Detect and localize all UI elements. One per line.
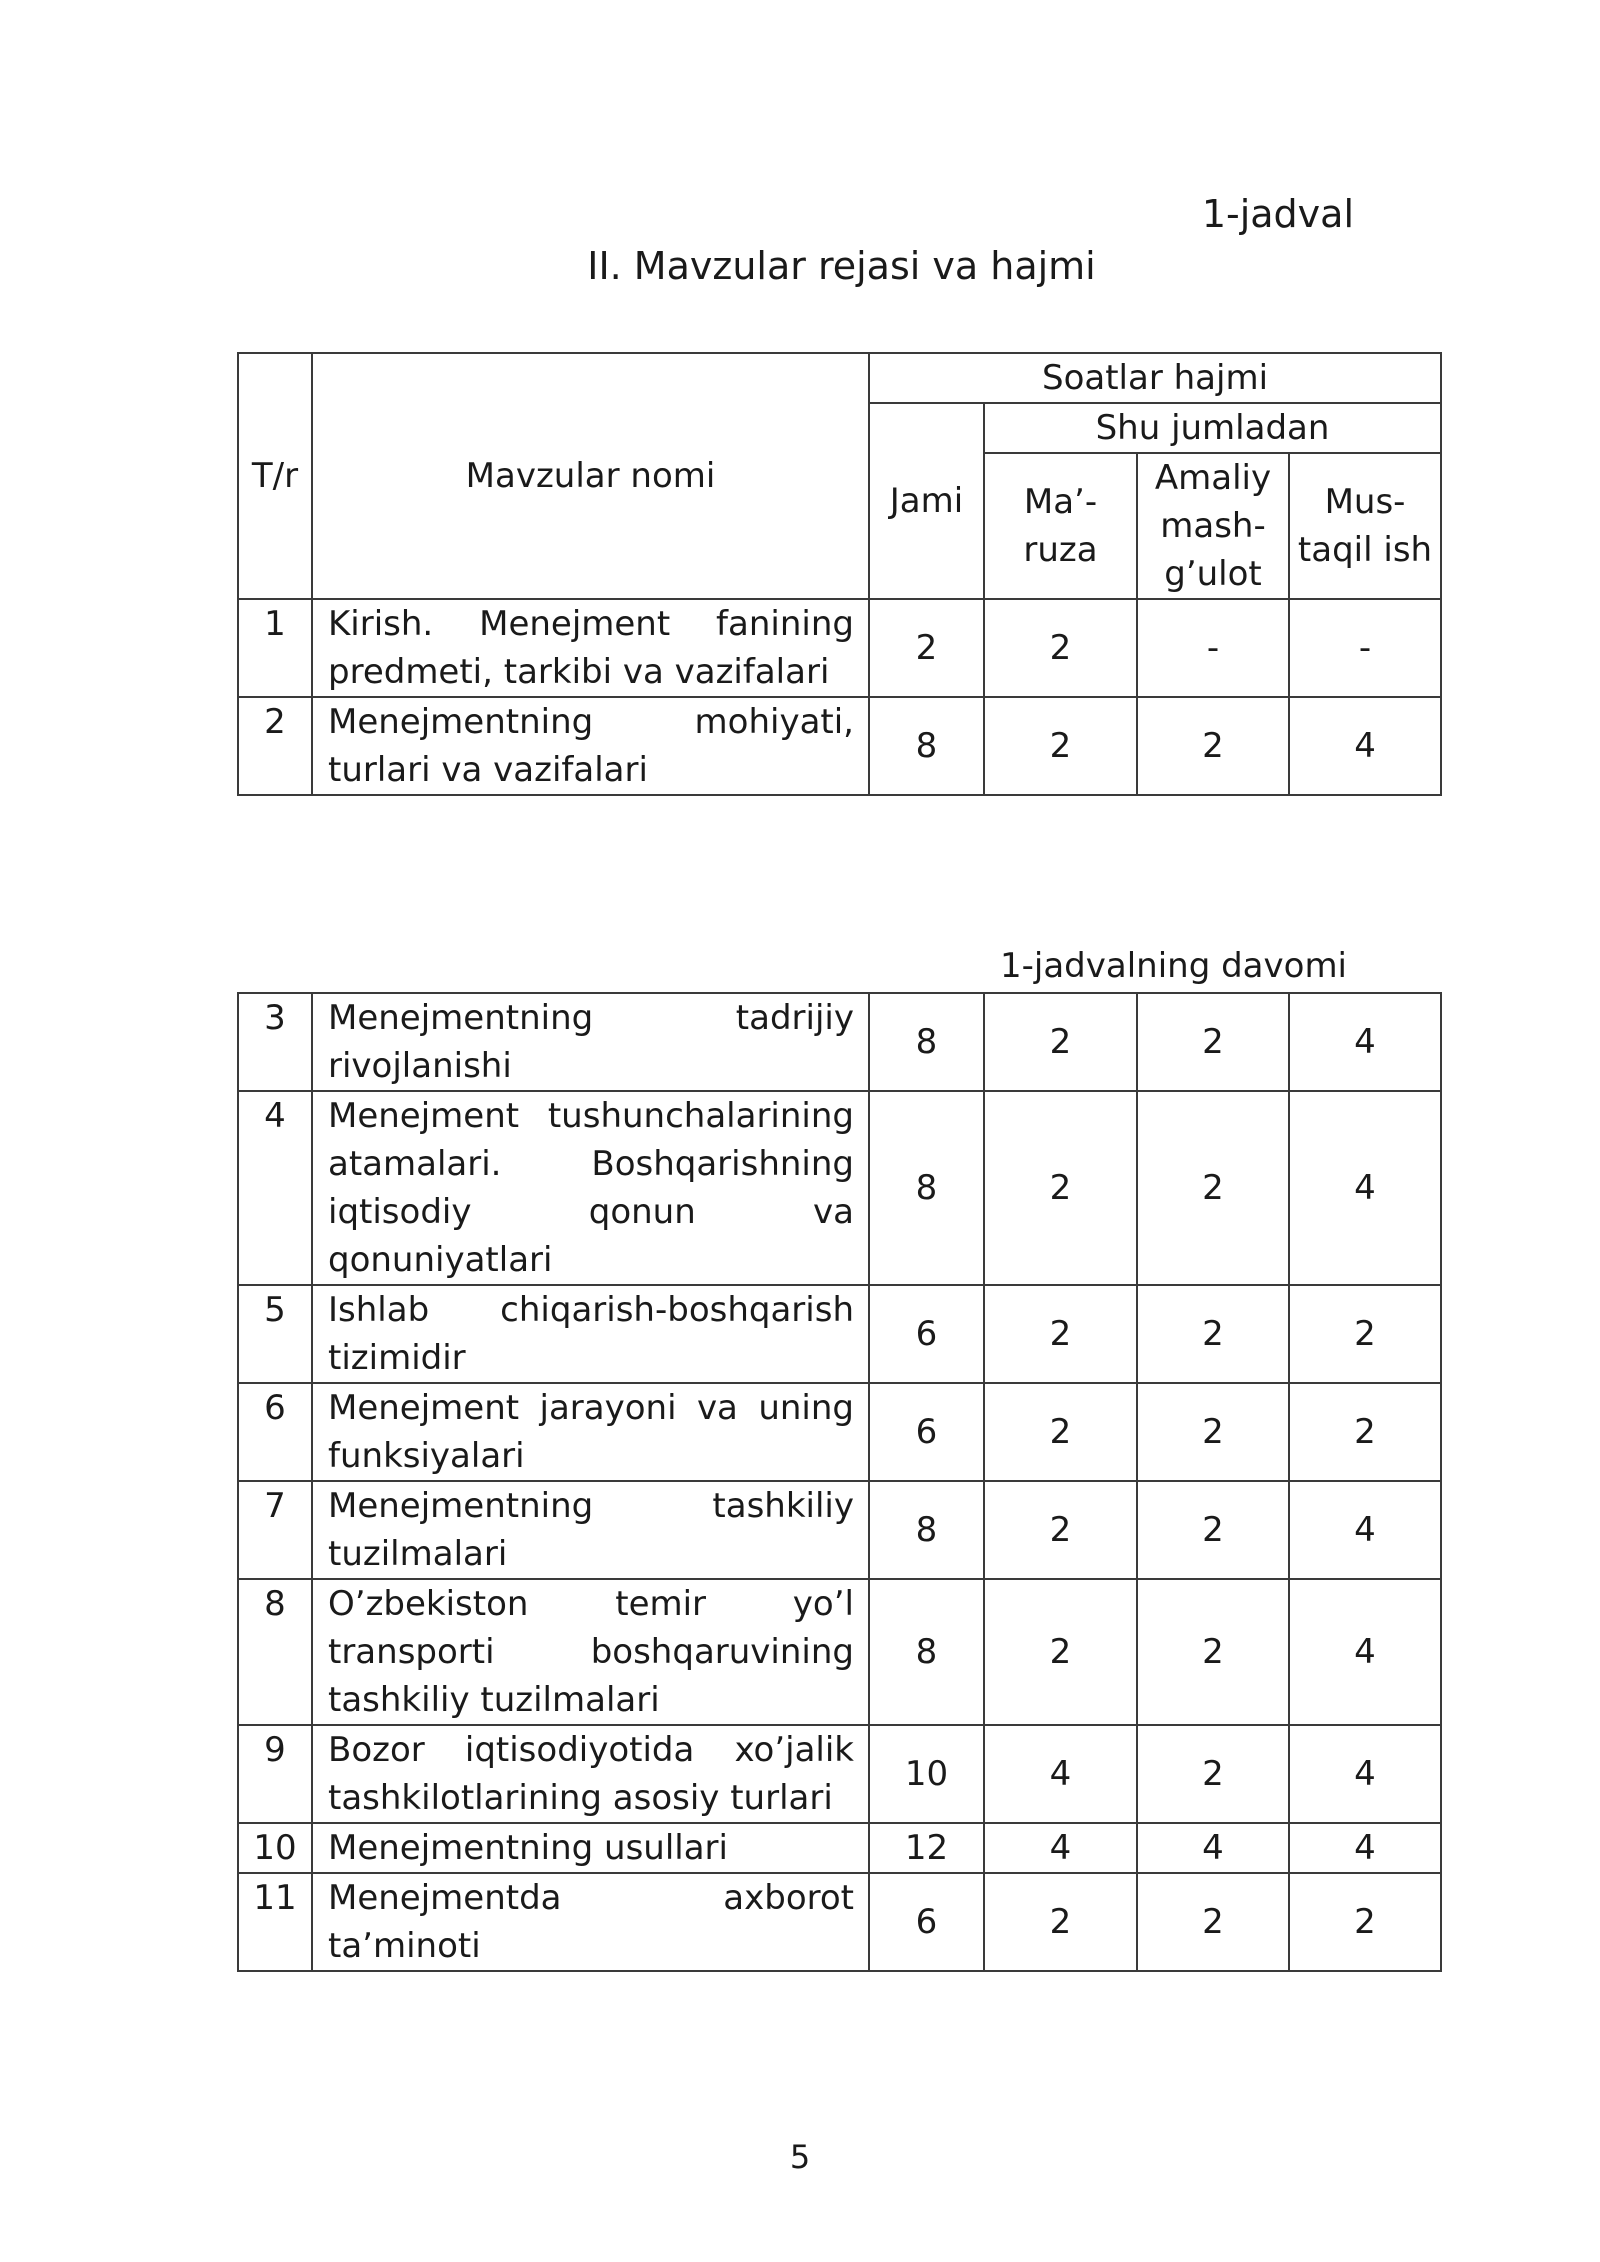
lecture-hours: 2 xyxy=(984,599,1137,697)
topic-name: O’zbekiston temir yo’l transporti boshqaruvining tashkiliy tuzilmalari xyxy=(312,1579,869,1725)
table-row xyxy=(238,1285,1441,1383)
independent-hours: 2 xyxy=(1289,1383,1441,1481)
total-hours: 6 xyxy=(869,1873,984,1971)
practical-hours: 2 xyxy=(1137,1481,1289,1579)
row-number: 4 xyxy=(238,1091,312,1285)
total-hours: 6 xyxy=(869,1383,984,1481)
table-body xyxy=(238,599,1441,795)
total-hours: 8 xyxy=(869,1481,984,1579)
header-including: Shu jumladan xyxy=(984,403,1441,453)
total-hours: 8 xyxy=(869,993,984,1091)
practical-hours: 4 xyxy=(1137,1823,1289,1873)
header-tr: T/r xyxy=(238,353,312,599)
independent-hours: - xyxy=(1289,599,1441,697)
header-hours-volume: Soatlar hajmi xyxy=(869,353,1441,403)
header-lecture: Ma’- ruza xyxy=(984,453,1137,599)
practical-hours: 2 xyxy=(1137,1725,1289,1823)
header-practical: Amaliy mash- g’ulot xyxy=(1137,453,1289,599)
total-hours: 12 xyxy=(869,1823,984,1873)
topic-name: Menejmentda axborot ta’minoti xyxy=(312,1873,869,1971)
table-row xyxy=(238,1725,1441,1823)
table-row xyxy=(238,1823,1441,1873)
row-number: 1 xyxy=(238,599,312,697)
table-row xyxy=(238,697,1441,795)
header-total: Jami xyxy=(869,403,984,599)
practical-hours: 2 xyxy=(1137,1383,1289,1481)
row-number: 11 xyxy=(238,1873,312,1971)
independent-hours: 4 xyxy=(1289,697,1441,795)
table-body xyxy=(238,993,1441,1971)
total-hours: 8 xyxy=(869,697,984,795)
topic-name: Menejmentning usullari xyxy=(312,1823,869,1873)
total-hours: 10 xyxy=(869,1725,984,1823)
lecture-hours: 4 xyxy=(984,1725,1137,1823)
independent-hours: 2 xyxy=(1289,1285,1441,1383)
lecture-hours: 2 xyxy=(984,1091,1137,1285)
header-topic-name: Mavzular nomi xyxy=(312,353,869,599)
row-number: 3 xyxy=(238,993,312,1091)
row-number: 6 xyxy=(238,1383,312,1481)
total-hours: 2 xyxy=(869,599,984,697)
independent-hours: 4 xyxy=(1289,1091,1441,1285)
table-row xyxy=(238,1579,1441,1725)
lecture-hours: 2 xyxy=(984,1579,1137,1725)
row-number: 8 xyxy=(238,1579,312,1725)
topic-name: Menejmentning tadrijiy rivojlanishi xyxy=(312,993,869,1091)
topic-name: Bozor iqtisodiyotida xo’jalik tashkilotlarining asosiy turlari xyxy=(312,1725,869,1823)
lecture-hours: 2 xyxy=(984,697,1137,795)
independent-hours: 4 xyxy=(1289,1579,1441,1725)
section-title: II. Mavzular rejasi va hajmi xyxy=(587,244,1096,288)
total-hours: 8 xyxy=(869,1091,984,1285)
row-number: 9 xyxy=(238,1725,312,1823)
row-number: 10 xyxy=(238,1823,312,1873)
row-number: 5 xyxy=(238,1285,312,1383)
lecture-hours: 2 xyxy=(984,993,1137,1091)
table-row xyxy=(238,1481,1441,1579)
page-number: 5 xyxy=(789,2138,811,2176)
table-row xyxy=(238,1873,1441,1971)
practical-hours: 2 xyxy=(1137,697,1289,795)
practical-hours: - xyxy=(1137,599,1289,697)
table-row xyxy=(238,599,1441,697)
total-hours: 8 xyxy=(869,1579,984,1725)
practical-hours: 2 xyxy=(1137,1091,1289,1285)
topics-table xyxy=(237,352,1442,796)
total-hours: 6 xyxy=(869,1285,984,1383)
lecture-hours: 2 xyxy=(984,1383,1137,1481)
lecture-hours: 2 xyxy=(984,1285,1137,1383)
practical-hours: 2 xyxy=(1137,1873,1289,1971)
topic-name: Menejment jarayoni va uning funksiyalari xyxy=(312,1383,869,1481)
lecture-hours: 4 xyxy=(984,1823,1137,1873)
continuation-label: 1-jadvalning davomi xyxy=(1000,946,1348,986)
table-row xyxy=(238,993,1441,1091)
topics-table-continued xyxy=(237,992,1442,1972)
row-number: 7 xyxy=(238,1481,312,1579)
independent-hours: 2 xyxy=(1289,1873,1441,1971)
table-row xyxy=(238,1383,1441,1481)
row-number: 2 xyxy=(238,697,312,795)
independent-hours: 4 xyxy=(1289,993,1441,1091)
independent-hours: 4 xyxy=(1289,1823,1441,1873)
practical-hours: 2 xyxy=(1137,993,1289,1091)
independent-hours: 4 xyxy=(1289,1725,1441,1823)
header-independent: Mus- taqil ish xyxy=(1289,453,1441,599)
topic-name: Menejment tushunchalarining atamalari. Boshqarishning iqtisodiy qonun va qonuniyatlari xyxy=(312,1091,869,1285)
topic-name: Kirish. Menejment fanining predmeti, tarkibi va vazifalari xyxy=(312,599,869,697)
table-row xyxy=(238,1091,1441,1285)
table-number-label: 1-jadval xyxy=(1201,192,1354,236)
lecture-hours: 2 xyxy=(984,1481,1137,1579)
practical-hours: 2 xyxy=(1137,1579,1289,1725)
independent-hours: 4 xyxy=(1289,1481,1441,1579)
topic-name: Menejmentning tashkiliy tuzilmalari xyxy=(312,1481,869,1579)
practical-hours: 2 xyxy=(1137,1285,1289,1383)
lecture-hours: 2 xyxy=(984,1873,1137,1971)
topic-name: Menejmentning mohiyati, turlari va vazifalari xyxy=(312,697,869,795)
topic-name: Ishlab chiqarish-boshqarish tizimidir xyxy=(312,1285,869,1383)
